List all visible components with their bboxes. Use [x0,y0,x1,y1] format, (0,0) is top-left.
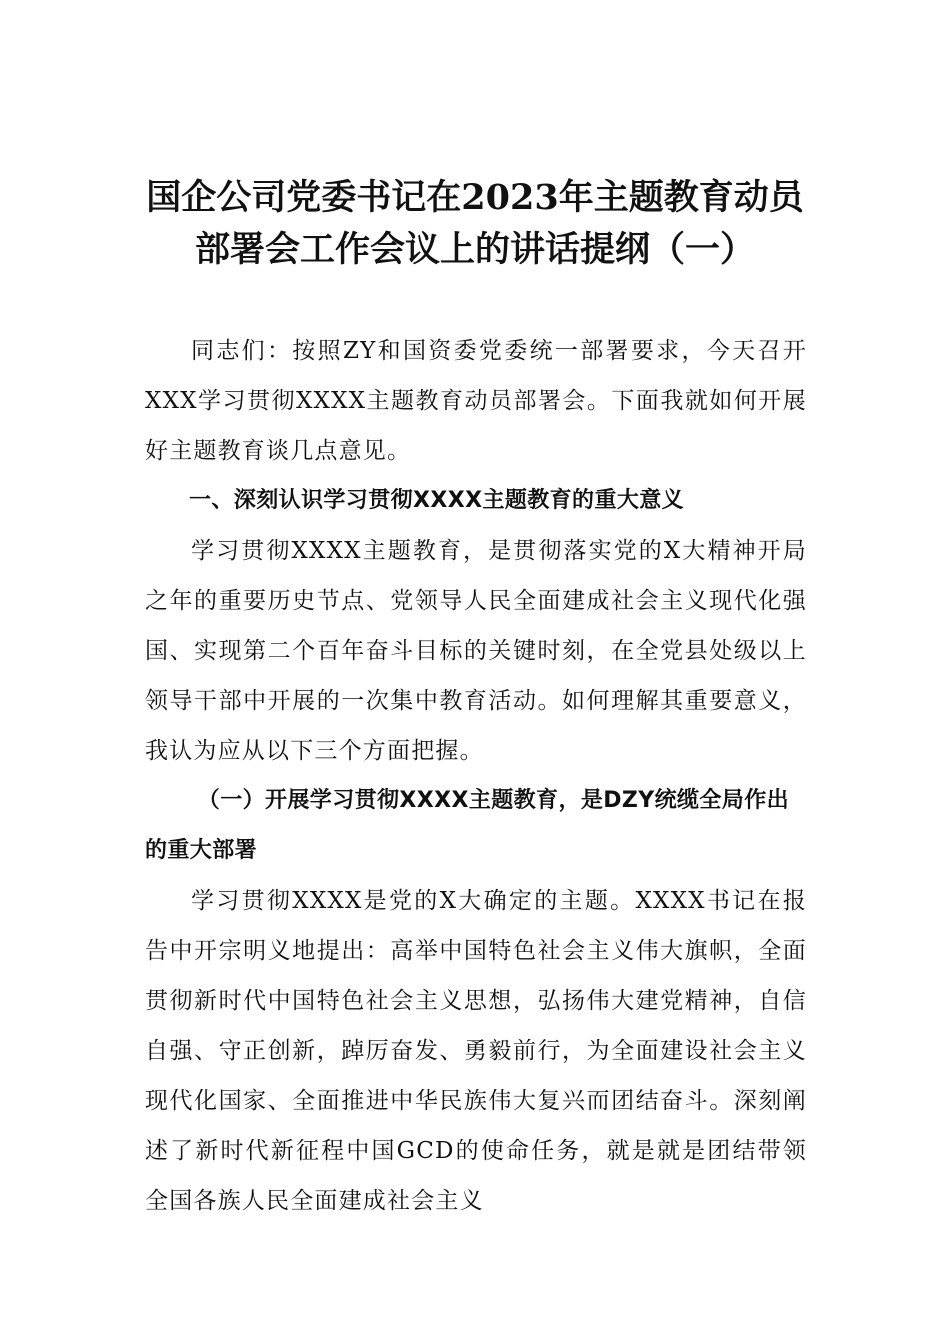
section-1-paragraph: 学习贯彻XXXX主题教育，是贯彻落实党的X大精神开局之年的重要历史节点、党领导人民全面建成社会主义现代化强国、实现第二个百年奋斗目标的关键时刻，在全党县处级以上领导干部中开展的一次集中教育活动。如何理解其重要意义，我认为应从以下三个方面把握。 [145,538,807,764]
document-body [145,326,807,1226]
document-title [130,172,820,276]
subsection-1-paragraph: 学习贯彻XXXX是党的X大确定的主题。XXXX书记在报告中开宗明义地提出：高举中国特色社会主义伟大旗帜，全面贯彻新时代中国特色社会主义思想，弘扬伟大建党精神，自信自强、守正创新，踔厉奋发、勇毅前行，为全面建设社会主义现代化国家、全面推进中华民族伟大复兴而团结奋斗。深刻阐述了新时代新征程中国GCD的使命任务，就是就是团结带领全国各族人民全面建成社会主义 [145,888,807,1214]
section-1-heading: 一、深刻认识学习贯彻XXXX主题教育的重大意义 [189,488,685,513]
title-line-2: 部署会工作会议上的讲话提纲（一） [194,229,755,270]
subsection-1-heading: （一）开展学习贯彻XXXX主题教育，是DZY统缆全局作出的重大部署 [145,788,789,863]
intro-paragraph: 同志们：按照ZY和国资委党委统一部署要求，今天召开XXX学习贯彻XXXX主题教育动员部署会。下面我就如何开展好主题教育谈几点意见。 [145,338,807,464]
title-line-1: 国企公司党委书记在2023年主题教育动员 [146,177,804,218]
